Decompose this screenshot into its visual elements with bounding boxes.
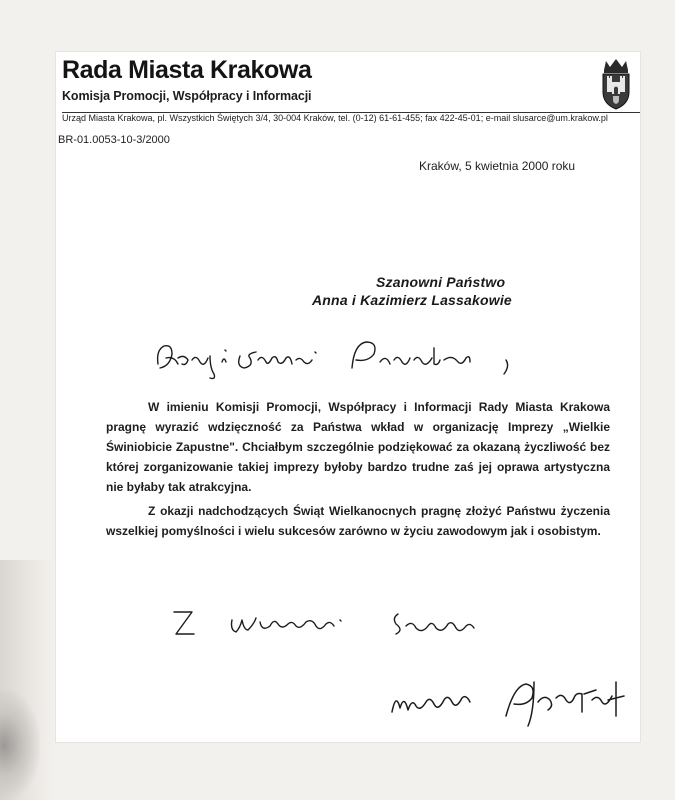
office-address: Urząd Miasta Krakowa, pl. Wszystkich Świętych 3/4, 30-004 Kraków, tel. (0-12) 61-61-455; fax 422-45-01; e-mail slusarce@um.krakow.pl: [62, 113, 608, 123]
krakow-coat-of-arms-icon: [596, 56, 636, 112]
handwritten-salutation: [152, 334, 532, 386]
handwritten-signature: [386, 672, 636, 734]
scan-edge-artifact: [0, 690, 40, 800]
addressee-greeting: Szanowni Państwo: [376, 274, 506, 290]
addressee-names: Anna i Kazimierz Lassakowie: [312, 292, 512, 308]
letter-page: [56, 52, 640, 742]
date-line: Kraków, 5 kwietnia 2000 roku: [419, 159, 576, 173]
letter-body: [106, 397, 610, 541]
handwritten-closing: [166, 604, 536, 648]
body-paragraph-2: Z okazji nadchodzących Świąt Wielkanocnych pragnę złożyć Państwu życzenia wszelkiej pomyślności i wielu sukcesów zarówno w życiu zawodowym jak i osobistym.: [106, 504, 610, 538]
commission-name: Komisja Promocji, Współpracy i Informacji: [62, 89, 312, 103]
reference-number: BR-01.0053-10-3/2000: [58, 134, 170, 146]
body-paragraph-1: W imieniu Komisji Promocji, Współpracy i Informacji Rady Miasta Krakowa pragnę wyrazić wdzięczność za Państwa wkład w organizację Imprezy „Wielkie Świniobicie Zapustne". Chciałbym szczególnie podziękować za okazaną życzliwość bez której zorganizowanie takiej imprezy byłoby bardzo trudne zaś jej oprawa artystyczna nie byłaby tak atrakcyjna.: [106, 400, 610, 494]
council-name: Rada Miasta Krakowa: [62, 56, 312, 84]
